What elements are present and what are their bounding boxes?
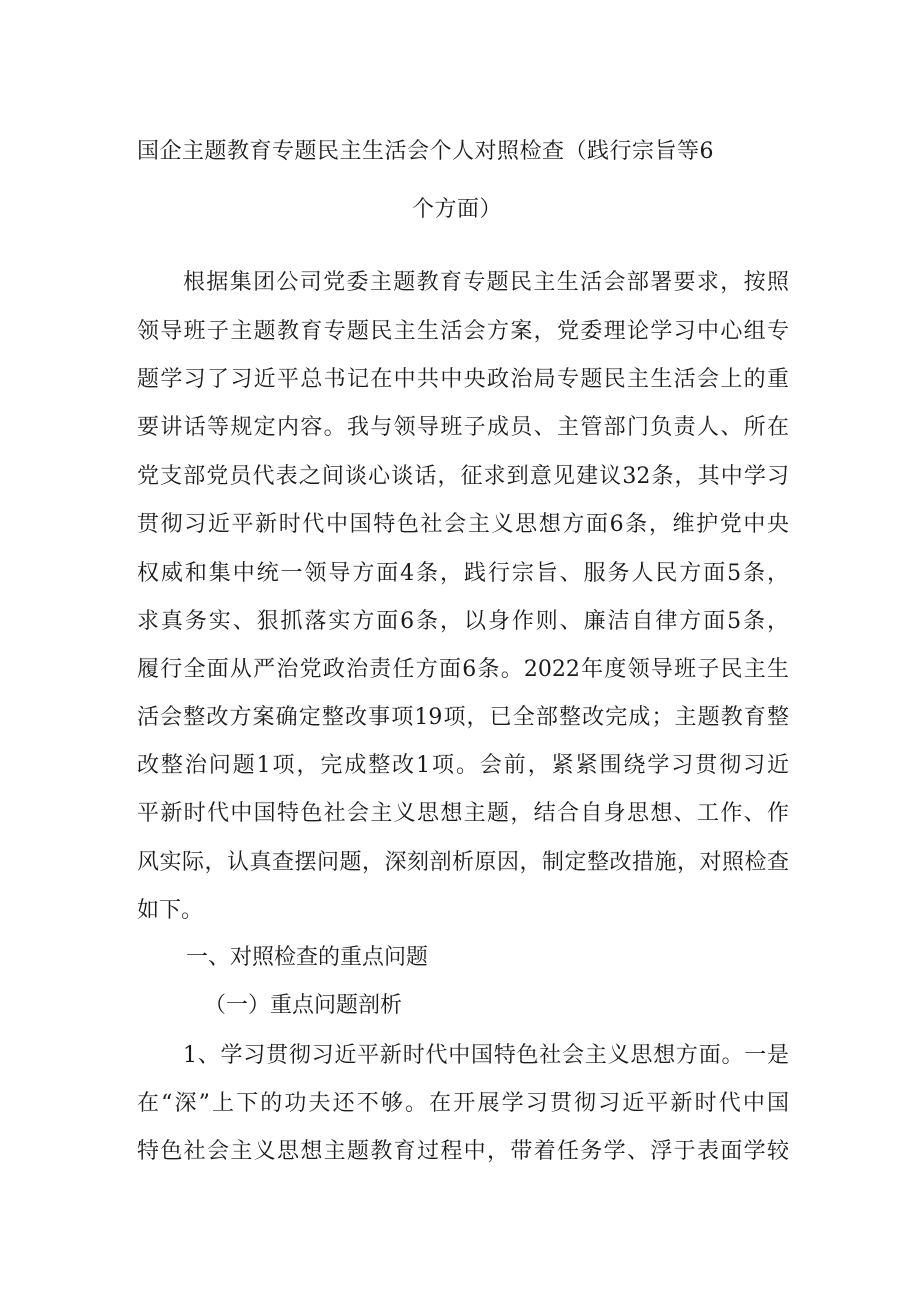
paragraph-line: 风实际，认真查摆问题，深刻剖析原因，制定整改措施，对照检查: [137, 850, 789, 875]
paragraph-line: 权威和集中统一领导方面4条，践行宗旨、服务人民方面5条，: [137, 561, 789, 586]
paragraph-line: 如下。: [137, 898, 204, 923]
paragraph-line: 求真务实、狠抓落实方面6条，以身作则、廉洁自律方面5条，: [137, 609, 789, 634]
section-heading: 一、对照检查的重点问题: [186, 945, 429, 970]
document-title-line-1: 国企主题教育专题民主生活会个人对照检查（践行宗旨等6: [137, 139, 714, 164]
paragraph-line: 题学习了习近平总书记在中共中央政治局专题民主生活会上的重: [137, 367, 789, 392]
paragraph-line: 贯彻习近平新时代中国特色社会主义思想方面6条，维护党中央: [137, 512, 789, 537]
paragraph-line: 1、学习贯彻习近平新时代中国特色社会主义思想方面。一是: [183, 1043, 789, 1068]
document-title-line-2: 个方面）: [412, 197, 503, 222]
paragraph-line: 履行全面从严治党政治责任方面6条。2022年度领导班子民主生: [137, 657, 789, 682]
paragraph-line: 领导班子主题教育专题民主生活会方案，党委理论学习中心组专: [137, 319, 789, 344]
paragraph-line: 要讲话等规定内容。我与领导班子成员、主管部门负责人、所在: [137, 415, 789, 440]
subsection-heading: （一）重点问题剖析: [204, 993, 403, 1018]
paragraph-line: 活会整改方案确定整改事项19项，已全部整改完成；主题教育整: [137, 705, 789, 730]
paragraph-line: 党支部党员代表之间谈心谈话，征求到意见建议32条，其中学习: [137, 464, 789, 489]
paragraph-line: 在“深”上下的功夫还不够。在开展学习贯彻习近平新时代中国: [137, 1091, 789, 1116]
paragraph-line: 平新时代中国特色社会主义思想主题，结合自身思想、工作、作: [137, 801, 789, 826]
paragraph-line: 特色社会主义思想主题教育过程中，带着任务学、浮于表面学较: [137, 1139, 789, 1164]
paragraph-line: 改整治问题1项，完成整改1项。会前，紧紧围绕学习贯彻习近: [137, 753, 789, 778]
paragraph-line: 根据集团公司党委主题教育专题民主生活会部署要求，按照: [183, 270, 789, 295]
